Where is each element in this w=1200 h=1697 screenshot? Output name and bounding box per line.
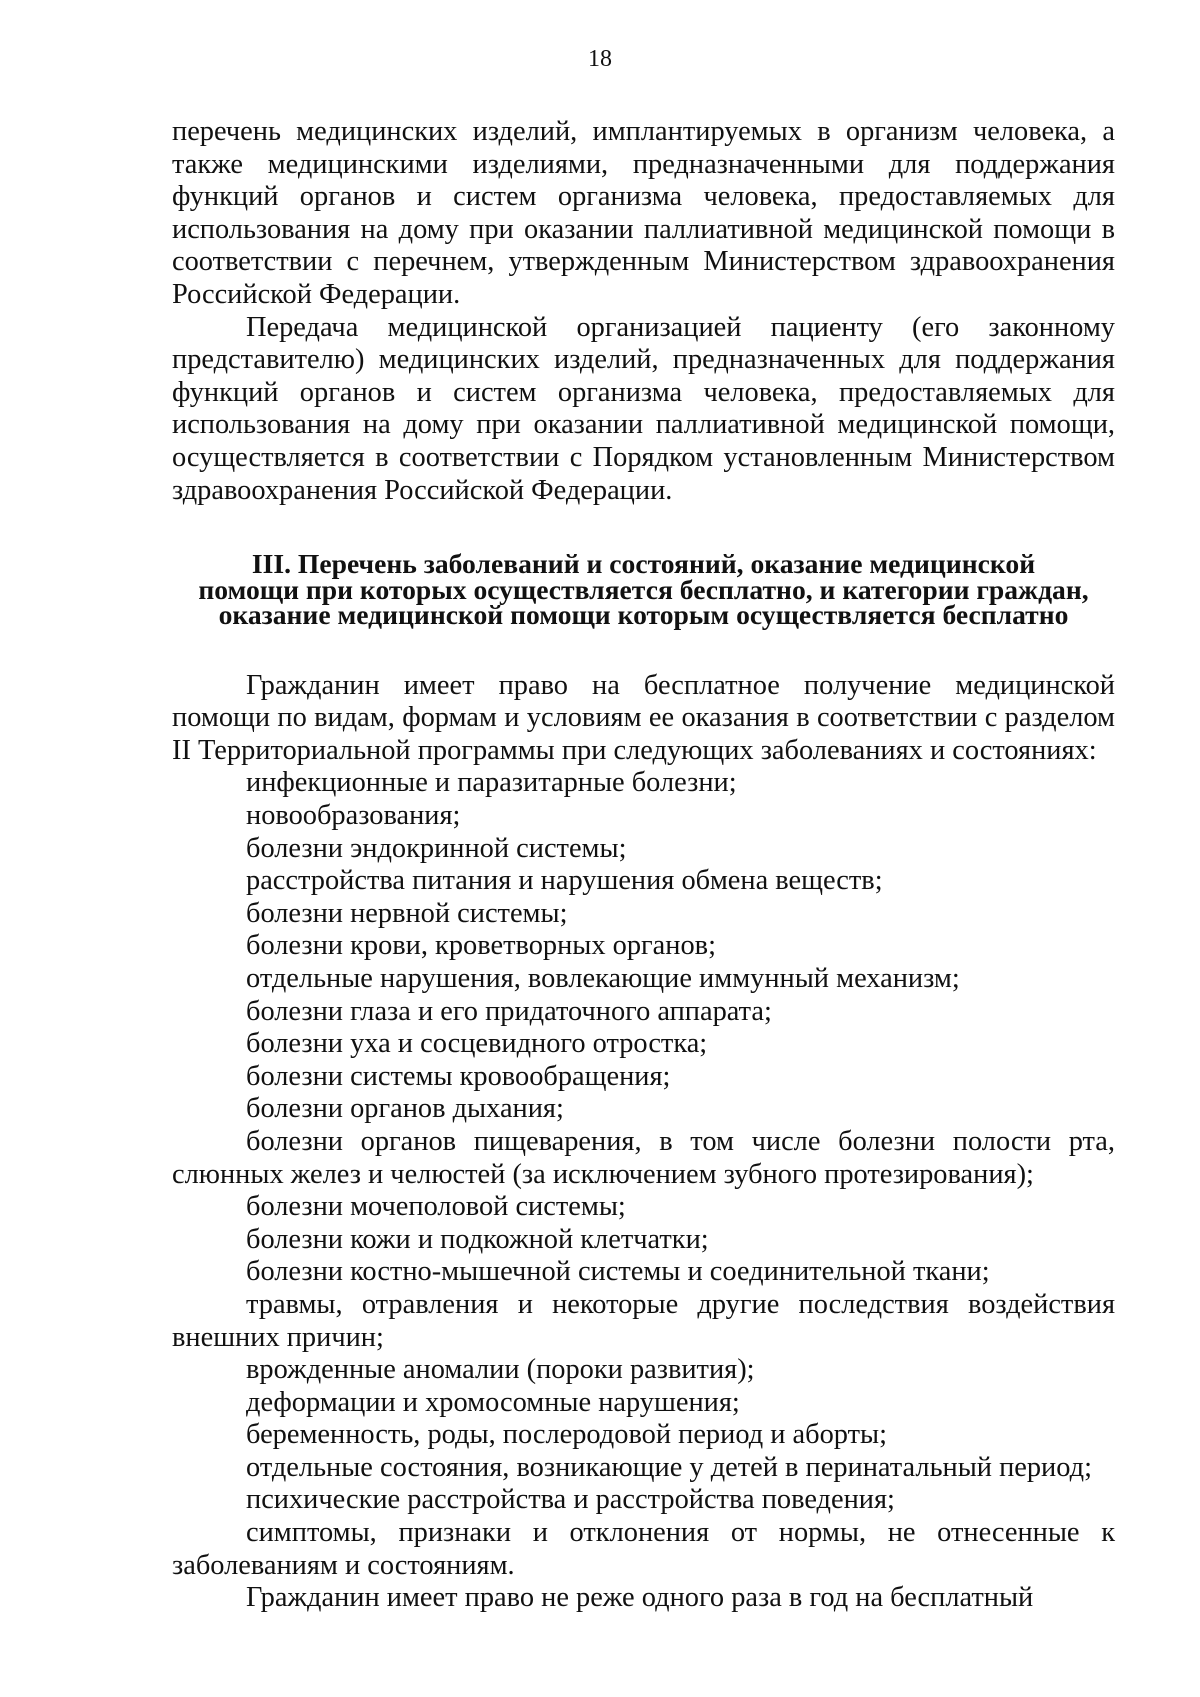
list-item: новообразования; <box>246 800 461 831</box>
paragraph-medical-devices-list: перечень медицинских изделий, имплантируемых в организм человека, а также медицинскими изделиями, предназначенными для поддержания функций органов и систем организма человека, предоставляемых для использования на дому при оказании паллиативной медицинской помощи в соответствии с перечнем, утвержденным Министерством здравоохранения Российской Федерации. <box>172 116 1115 310</box>
list-item: болезни мочеполовой системы; <box>246 1191 626 1223</box>
list-item: болезни эндокринной системы; <box>246 832 627 864</box>
list-item: симптомы, признаки и отклонения от нормы, не отнесенные к заболеваниям и состояниям. <box>172 1517 1115 1581</box>
list-item: болезни системы кровообращения; <box>246 1060 671 1092</box>
list-item: болезни нервной системы; <box>246 897 568 929</box>
list-item: беременность, роды, послеродовой период и аборты; <box>246 1419 887 1451</box>
list-item: болезни кожи и подкожной клетчатки; <box>246 1223 709 1255</box>
section-heading-line-1: III. Перечень заболеваний и состояний, оказание медицинской <box>251 548 1036 580</box>
list-item: болезни костно-мышечной системы и соединительной ткани; <box>246 1256 990 1288</box>
section-intro-paragraph: Гражданин имеет право на бесплатное получение медицинской помощи по видам, формам и условиям ее оказания в соответствии с разделом II Территориальной программы при следующих заболеваниях и состояниях: <box>172 669 1115 766</box>
list-item: отдельные состояния, возникающие у детей в перинатальный период; <box>246 1451 1092 1483</box>
list-item: инфекционные и паразитарные болезни; <box>246 767 737 799</box>
closing-paragraph: Гражданин имеет право не реже одного раза в год на бесплатный <box>246 1582 1034 1614</box>
list-item: расстройства питания и нарушения обмена веществ; <box>246 865 883 897</box>
list-item: болезни органов пищеварения, в том числе болезни полости рта, слюнных желез и челюстей (за исключением зубного протезирования); <box>172 1125 1115 1190</box>
list-item: отдельные нарушения, вовлекающие иммунный механизм; <box>246 962 960 994</box>
document-body <box>172 116 1115 1615</box>
section-heading-line-2: помощи при которых осуществляется бесплатно, и категории граждан, <box>198 573 1089 605</box>
list-item: психические расстройства и расстройства поведения; <box>246 1484 895 1516</box>
page-number: 18 <box>588 46 612 72</box>
disease-list <box>172 767 1115 1582</box>
list-item: болезни органов дыхания; <box>246 1093 564 1125</box>
list-item: травмы, отравления и некоторые другие последствия воздействия внешних причин; <box>172 1288 1115 1353</box>
list-item: врожденные аномалии (пороки развития); <box>246 1354 755 1386</box>
list-item: болезни крови, кроветворных органов; <box>246 930 716 962</box>
section-heading-line-3: оказание медицинской помощи которым осуществляется бесплатно <box>218 599 1069 631</box>
list-item: болезни глаза и его придаточного аппарата; <box>246 995 772 1027</box>
list-item: болезни уха и сосцевидного отростка; <box>246 1028 708 1060</box>
paragraph-device-transfer: Передача медицинской организацией пациенту (его законному представителю) медицинских изделий, предназначенных для поддержания функций органов и систем организма человека, предоставляемых для использования на дому при оказании паллиативной медицинской помощи, осуществляется в соответствии с Порядком установленным Министерством здравоохранения Российской Федерации. <box>172 311 1115 506</box>
section-heading <box>172 548 1115 631</box>
list-item: деформации и хромосомные нарушения; <box>246 1386 740 1418</box>
